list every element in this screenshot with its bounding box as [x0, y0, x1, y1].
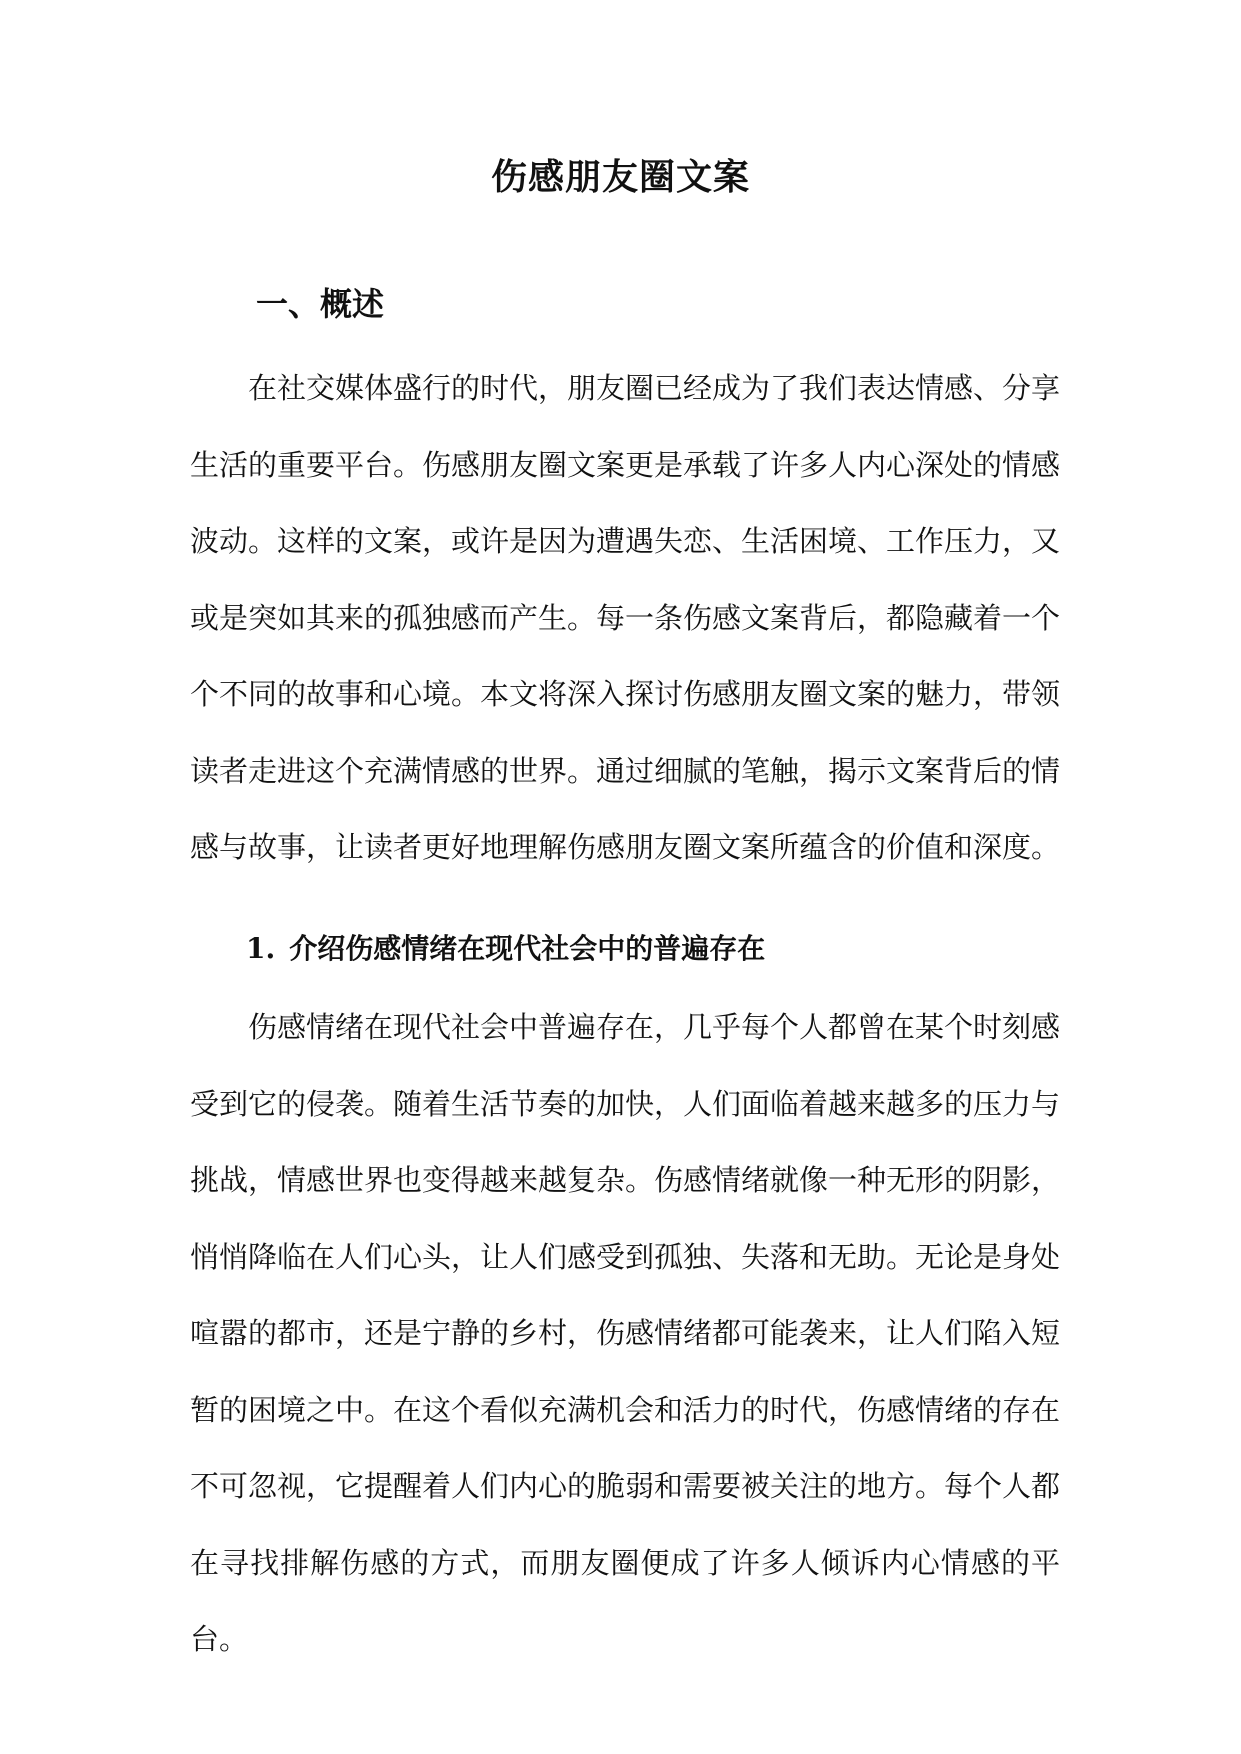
subsection-heading [246, 928, 765, 970]
subsection-paragraph: 伤感情绪在现代社会中普遍存在，几乎每个人都曾在某个时刻感受到它的侵袭。随着生活节奏的加快，人们面临着越来越多的压力与挑战，情感世界也变得越来越复杂。伤感情绪就像一种无形的阴影，悄悄降临在人们心头，让人们感受到孤独、失落和无助。无论是身处喧嚣的都市，还是宁静的乡村，伤感情绪都可能袭来，让人们陷入短暂的困境之中。在这个看似充满机会和活力的时代，伤感情绪的存在不可忽视，它提醒着人们内心的脆弱和需要被关注的地方。每个人都在寻找排解伤感的方式，而朋友圈便成了许多人倾诉内心情感的平台。 [190, 1010, 1061, 1656]
subsection-number: 1. [246, 932, 276, 965]
overview-paragraph: 在社交媒体盛行的时代，朋友圈已经成为了我们表达情感、分享生活的重要平台。伤感朋友圈文案更是承载了许多人内心深处的情感波动。这样的文案，或许是因为遭遇失恋、生活困境、工作压力，又或是突如其来的孤独感而产生。每一条伤感文案背后，都隐藏着一个个不同的故事和心境。本文将深入探讨伤感朋友圈文案的魅力，带领读者走进这个充满情感的世界。通过细腻的笔触，揭示文案背后的情感与故事，让读者更好地理解伤感朋友圈文案所蕴含的价值和深度。 [190, 371, 1061, 864]
subsection-heading-text: 介绍伤感情绪在现代社会中的普遍存在 [289, 932, 766, 965]
section-heading-overview: 一、概述 [256, 285, 385, 323]
document-title: 伤感朋友圈文案 [490, 156, 750, 198]
